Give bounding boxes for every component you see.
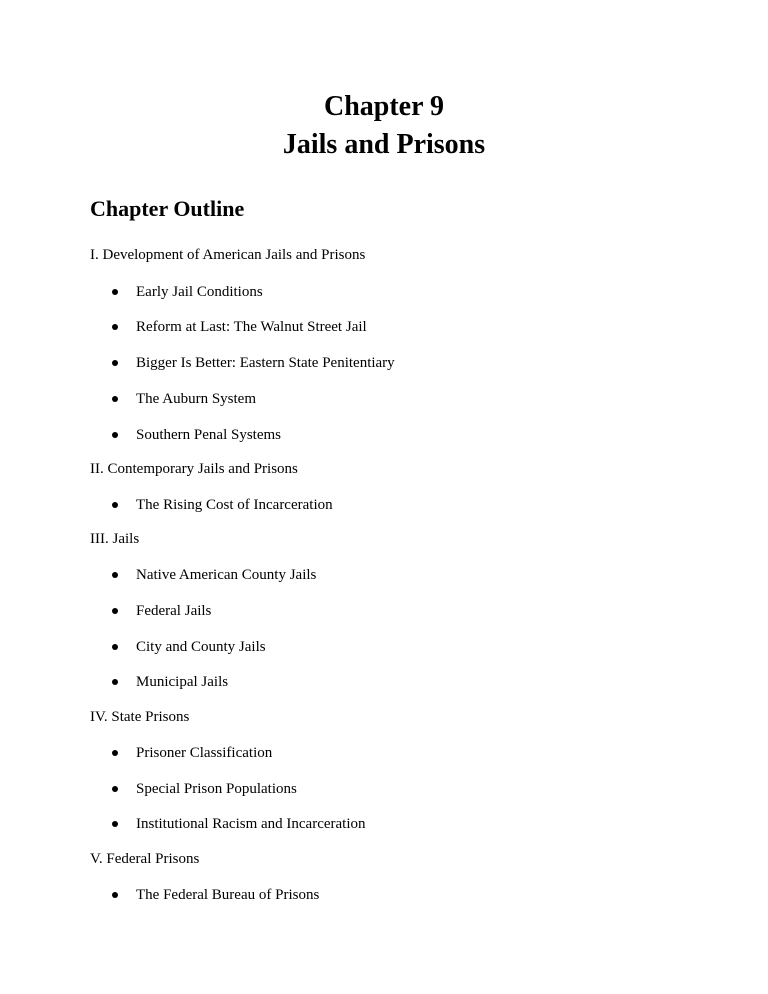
bullet-icon (112, 360, 118, 366)
bullet-icon (112, 786, 118, 792)
chapter-name: Jails and Prisons (282, 129, 486, 160)
list-item: City and County Jails (136, 639, 266, 655)
list-item: Municipal Jails (136, 674, 229, 690)
outline-heading: Chapter Outline (90, 196, 245, 221)
chapter-number: Chapter 9 (323, 91, 445, 122)
section-heading-3: III. Jails (90, 531, 140, 547)
section-heading-2: II. Contemporary Jails and Prisons (90, 461, 298, 477)
list-item: Federal Jails (136, 603, 212, 619)
bullet-icon (112, 821, 118, 827)
list-item: Bigger Is Better: Eastern State Penitentiary (136, 355, 395, 371)
list-item: Prisoner Classification (136, 745, 273, 761)
bullet-icon (112, 572, 118, 578)
bullet-icon (112, 324, 118, 330)
bullet-icon (112, 289, 118, 295)
section-heading-1: I. Development of American Jails and Prisons (90, 247, 366, 263)
bullet-icon (112, 608, 118, 614)
list-item: Reform at Last: The Walnut Street Jail (136, 319, 367, 335)
bullet-icon (112, 432, 118, 438)
bullet-icon (112, 396, 118, 402)
section-heading-4: IV. State Prisons (90, 709, 190, 725)
bullet-icon (112, 502, 118, 508)
list-item: The Auburn System (136, 391, 256, 407)
bullet-icon (112, 892, 118, 898)
bullet-icon (112, 644, 118, 650)
list-item: The Federal Bureau of Prisons (136, 887, 320, 903)
chapter-title (0, 88, 768, 164)
list-item: Native American County Jails (136, 567, 317, 583)
list-item: Southern Penal Systems (136, 427, 281, 443)
bullet-icon (112, 750, 118, 756)
list-item: Special Prison Populations (136, 781, 297, 797)
list-item: Institutional Racism and Incarceration (136, 816, 366, 832)
list-item: The Rising Cost of Incarceration (136, 497, 333, 513)
bullet-icon (112, 679, 118, 685)
section-heading-5: V. Federal Prisons (90, 851, 200, 867)
list-item: Early Jail Conditions (136, 284, 263, 300)
